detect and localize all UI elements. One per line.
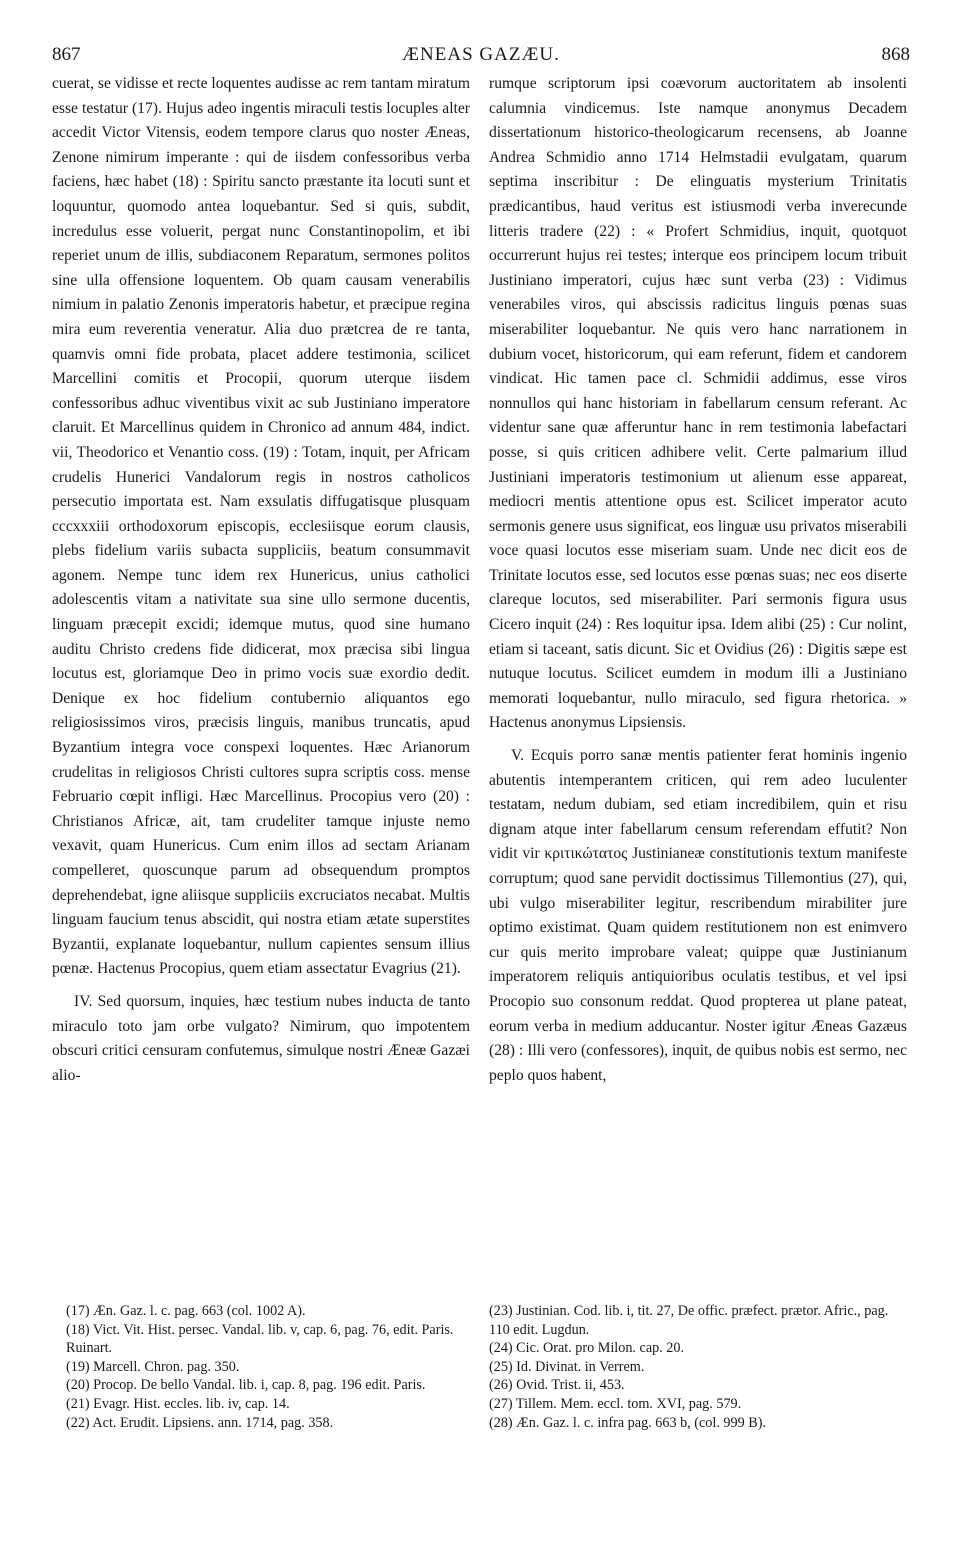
footnote: (28) Æn. Gaz. l. c. infra pag. 663 b, (col. 999 B).	[489, 1414, 766, 1431]
running-header	[52, 44, 910, 70]
left-paragraph-1: cuerat, se vidisse et recte loquentes audisse ac rem tantam miratum esse testatur (17). Hujus adeo ingentis miraculi testis locuples alter accedit Victor Vitensis, eodem tempore clarus quo noster Æneas, Zenone nimirum imperante : qui de iisdem confessoribus verba faciens, hæc habet (18) : Spiritu sancto præstante ita locuti sunt et loquuntur, quomodo antea loquebantur. Sed si quis, subdit, incredulus esse voluerit, pergat nunc Constantinopolim, et ibi reperiet unum de illis, subdiaconem Reparatum, sermones politos sine ulla offensione loquentem. Ob quam causam venerabilis nimium in palatio Zenonis imperatoris habetur, et præcipue regina mira eum reverentia veneratur. Alia duo prætcrea de re tanta, quamvis omni fide probata, placet addere testimonia, scilicet Marcellini comitis et Procopii, quorum uterque iisdem confessoribus adhuc viventibus vixit ac sub Justiniano imperatore claruit. Et Marcellinus quidem in Chronico ad annum 484, indict. vii, Theodorico et Venantio coss. (19) : Totam, inquit, per Africam crudelis Hunerici Vandalorum regis in nostros catholicos persecutio importata est. Nam exsulatis diffugatisque plusquam cccxxxiii orthodoxorum episcopis, ecclesiisque eorum clausis, plebs fidelium variis subacta suppliciis, beatum consummavit agonem. Nempe tunc idem rex Hunericus, unius catholici adolescentis vitam a nativitate sua sine ullo sermone ducentis, linguam præcepit excidi; idemque mutus, quod sine humano auditu Christo credens fide didicerat, mox præcisa sibi lingua locutus est, gloriamque Deo in primo vocis suæ exordio dedit. Denique ex hoc fidelium contubernio aliquantos ego religiosissimos viros, præcisis linguis, manibus truncatis, apud Byzantium integra voce conspexi loquentes. Hæc Arianorum crudelitas in religiosos Christi cultores supra scriptis coss. mense Februario cœpit infligi. Hæc Marcellinus. Procopius vero (20) : Christianos Africæ, ait, tam crudeliter tamque injuste nemo vexavit, quam Hunericus. Cum enim illos ad sectam Arianam compelleret, quoscunque parum ad obsequendum promptos deprehendebat, igne aliisque suppliciis excruciatos necabat. Multis linguam faucium tenus abscidit, qui nostra etiam ætate superstites Byzantii, explanate loquebantur, nullum capientes sensum illius pœnæ. Hactenus Procopius, quem etiam assectatur Evagrius (21).	[52, 75, 470, 978]
footnote: (26) Ovid. Trist. ii, 453.	[489, 1377, 625, 1394]
footnote: (20) Procop. De bello Vandal. lib. i, cap. 8, pag. 196 edit. Paris.	[66, 1377, 426, 1394]
footnote: (18) Vict. Vit. Hist. persec. Vandal. lib. v, cap. 6, pag. 76, edit. Paris. Ruinart.	[66, 1321, 454, 1357]
left-page-number: 867	[52, 44, 81, 65]
left-paragraph-section-iv: IV. Sed quorsum, inquies, hæc testium nubes inducta de tanto miraculo toto jam orbe vulgato? Nimirum, quo impotentem obscuri critici censuram confutemus, simulque nostri Æneæ Gazæi alio-	[52, 992, 470, 1084]
footnote: (19) Marcell. Chron. pag. 350.	[66, 1358, 240, 1375]
footnotes-right	[489, 1302, 907, 1432]
footnote: (25) Id. Divinat. in Verrem.	[489, 1358, 645, 1375]
footnote: (22) Act. Erudit. Lipsiens. ann. 1714, pag. 358.	[66, 1414, 334, 1431]
left-column	[52, 72, 470, 1088]
footnotes-left	[66, 1302, 484, 1432]
right-page-number: 868	[881, 44, 910, 65]
running-title: ÆNEAS GAZÆU.	[402, 44, 560, 65]
footnote: (27) Tillem. Mem. eccl. tom. XVI, pag. 579.	[489, 1395, 742, 1412]
right-paragraph-section-v: V. Ecquis porro sanæ mentis patienter ferat hominis ingenio abutentis intemperantem criticen, qui rem adeo luculenter testatam, nedum dubiam, sed etiam incredibilem, quin et risu dignam atque inter fabellarum censum referendam effutit? Non vidit vir κριτικώτατος Justinianeæ constitutionis textum manifeste corruptum; quod sane pervidit doctissimus Tillemontius (27), qui, ubi vulgo miserabiliter legitur, rescribendum mirabiliter jure optimo existimat. Quam quidem restitutionem non est enimvero cur quis merito improbare valeat; quippe quæ Justinianum imperatorem reliquis antiquioribus oculatis testibus, et vel ipsi Procopio suo consonum reddat. Quod propterea ut plane pateat, eorum verba in medium adducantur. Noster igitur Æneas Gazæus (28) : Illi vero (confessores), inquit, de quibus nobis est sermo, nec peplo quos habent,	[489, 747, 907, 1084]
right-paragraph-1: rumque scriptorum ipsi coævorum auctoritatem ab insolenti calumnia vindicemus. Iste namque anonymus Decadem dissertationum historico-theologicarum recensens, ab Joanne Andrea Schmidio anno 1714 Helmstadii evulgatam, quarum septima inscribitur : De elinguatis mysterium Trinitatis prædicantibus, haud veritus est istiusmodi verba inverecunde litteris tradere (22) : « Profert Schmidius, inquit, quotquot occurrerunt hujus rei testes; interque eos principem locum tribuit Justiniano imperatori, cujus hæc sunt verba (23) : Vidimus venerabiles viros, qui abscissis radicitus linguis pœnas suas miserabiliter loquebantur. Ne quis vero hanc narrationem in dubium vocet, historicorum, qui eam referunt, fidem et candorem vindicat. Hic tamen pace cl. Schmidii addimus, esse viros nonnullos qui hanc historiam in fabellarum censum referant. Ac videntur sane quæ afferuntur hanc in rem testimonia labefactari posse, si quis criticen adhibere velit. Certe palmarium illud Justiniani imperatoris testimonium ut alienum esse appareat, mediocri mentis attentione opus est. Scilicet imperator acuto sermonis genere usus significat, eos linguæ usu privatos miserabili voce quasi locutos esse miseriam suam. Unde nec dicit eos de Trinitate locutos esse, sed locutos esse pœnas suas; nec eos diserte clareque locutos, sed miserabiliter. Pari sermonis figura usus Cicero inquit (24) : Res loquitur ipsa. Idem alibi (25) : Cur nolint, etiam si taceant, satis dicunt. Sic et Ovidius (26) : Digitis sæpe est nutuque locutus. Scilicet eumdem in modum illi a Justiniano memorati loquebantur, nullo miraculo, sed figura rhetorica. » Hactenus anonymus Lipsiensis.	[489, 75, 907, 732]
footnote: (23) Justinian. Cod. lib. i, tit. 27, De offic. præfect. prætor. Afric., pag. 110 edit. Lugdun.	[489, 1303, 889, 1338]
footnote: (21) Evagr. Hist. eccles. lib. iv, cap. 14.	[66, 1395, 290, 1412]
footnote: (17) Æn. Gaz. l. c. pag. 663 (col. 1002 A).	[66, 1303, 306, 1319]
right-column	[489, 72, 907, 1088]
footnote: (24) Cic. Orat. pro Milon. cap. 20.	[489, 1340, 685, 1357]
